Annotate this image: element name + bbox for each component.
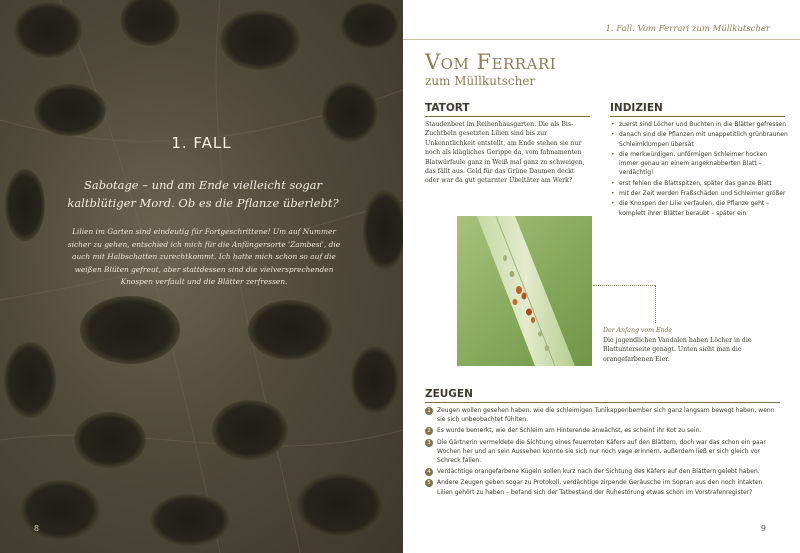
tatort-heading: TATORT xyxy=(425,102,470,114)
indizien-rule xyxy=(610,116,785,117)
zeugen-item-text: Andere Zeugen geben sogar zu Protokoll, verdächtige zirpende Geräusche im Sopran aus den noch intakten Lilien gehört zu haben – befand sich der Tatbestand der Ruhestörung etwas schon im Vorstrafenregister? xyxy=(437,479,763,496)
tatort-text: Staudenbeet im Reihenhausgarten. Die als Bis-Zuchtbeln gesetzten Lilien sind bis zur Unkenntlichkeit entstellt, am Ende stehen sie nur noch als klägliches Gerippe da, vom fahnamenten Blatwürfaule ganz in Weiß mal ganz zu schweigen, das fällt aus. Geld für das Grüne Daumen deckt oder war da gut getarnter Übeltäter am Werk? xyxy=(425,121,585,185)
zeugen-item-text: Zeugen wollen gesehen haben, wie die schleimigen Tunikappenbember sich ganz langsam bewegt haben, wenn sie sich unbeobachtet fühlten. xyxy=(437,407,775,424)
running-head: 1. Fall. Vom Ferrari zum Müllkutscher xyxy=(605,24,770,34)
number-badge: 1 xyxy=(425,407,433,415)
zeugen-item xyxy=(425,467,780,476)
indizien-item: • die merkwürdigen, unförmigen Schleimer hocken immer genau an einem angeknabberten Blatt – verdächtig! xyxy=(610,150,788,178)
number-badge: 5 xyxy=(425,479,433,487)
case-title: 1. FALL xyxy=(171,134,232,152)
indizien-item: • danach sind die Pflanzen mit unappetitlich grünbraunen Schleimklumpen übersät xyxy=(610,130,788,149)
chapter-subtitle: zum Müllkutscher xyxy=(425,74,536,88)
photo-caption xyxy=(603,326,753,364)
caption-connector-vertical xyxy=(655,285,656,323)
zeugen-item xyxy=(425,478,780,496)
number-badge: 4 xyxy=(425,468,433,476)
caption-title: Der Anfang vom Ende xyxy=(603,327,673,334)
tatort-rule xyxy=(425,116,590,117)
zeugen-list xyxy=(425,406,780,499)
zeugen-item-text: Die Gärtnerin vermeldete die Sichtung eines feuerroten Käfers auf den Blättern, doch war das schon ein paar Wochen her und an sein Aussehen konnte sie sich nur noch vage erinnern, außerdem ließ er sich gleich vor Schreck fallen. xyxy=(437,438,766,465)
zeugen-item xyxy=(425,406,780,424)
zeugen-item xyxy=(425,426,780,435)
case-subtitle: Sabotage – und am Ende vielleicht sogar kaltblütiger Mord. Ob es die Pflanze überlebt? xyxy=(67,178,339,210)
zeugen-heading: ZEUGEN xyxy=(425,388,473,400)
zeugen-item-text: Verdächtige orangefarbene Kügeln sollen kurz nach der Sichtung des Käfers auf den Blättern gelebt haben. xyxy=(437,468,760,476)
running-head-rule xyxy=(403,39,800,40)
caption-text: Die jugendlichen Vandalen haben Löcher in die Blattunterseite genagt. Unten sieht man die orangefarbenen Eier. xyxy=(603,336,752,363)
indizien-heading: INDIZIEN xyxy=(610,102,663,114)
indizien-list xyxy=(610,120,788,219)
number-badge: 2 xyxy=(425,427,433,435)
zeugen-item-text: Es wurde bemerkt, wie der Schleim am Hinterende anwächst, es scheint ihr Kot zu sein. xyxy=(437,427,702,435)
zeugen-rule xyxy=(425,402,780,403)
right-page xyxy=(403,0,800,553)
indizien-item: • die Knospen der Lilie verfaulen, die Pflanze geht – komplett ihrer Blätter beraubt – später ein xyxy=(610,199,788,218)
indizien-item: • erst fehlen die Blattspitzen, später das ganze Blatt xyxy=(610,179,788,188)
case-intro-text: Lilien im Garten sind eindeutig für Fortgeschrittene! Um auf Nummer sicher zu gehen, entschied ich mich für die Anfängersorte 'Zambesi', die auch mit Halbschatten zurechtkommt. Ich hatte mich schon so auf die weißen Blüten gefreut, aber stattdessen sind die vielversprechenden Knospen verfault und die Blätter zerfressen. xyxy=(67,227,341,287)
page-number-right: 9 xyxy=(760,524,766,533)
zeugen-item xyxy=(425,438,780,466)
number-badge: 3 xyxy=(425,439,433,447)
chapter-title: Vom Ferrari xyxy=(425,50,557,74)
page-number-left: 8 xyxy=(34,524,40,533)
lily-leaf-photo xyxy=(457,216,592,366)
indizien-item: • zuerst sind Löcher und Buchten in die Blätter gefressen xyxy=(610,120,788,129)
indizien-item: • mit der Zeit werden Fraßschäden und Schleimer größer xyxy=(610,189,788,198)
caption-connector xyxy=(593,285,655,286)
